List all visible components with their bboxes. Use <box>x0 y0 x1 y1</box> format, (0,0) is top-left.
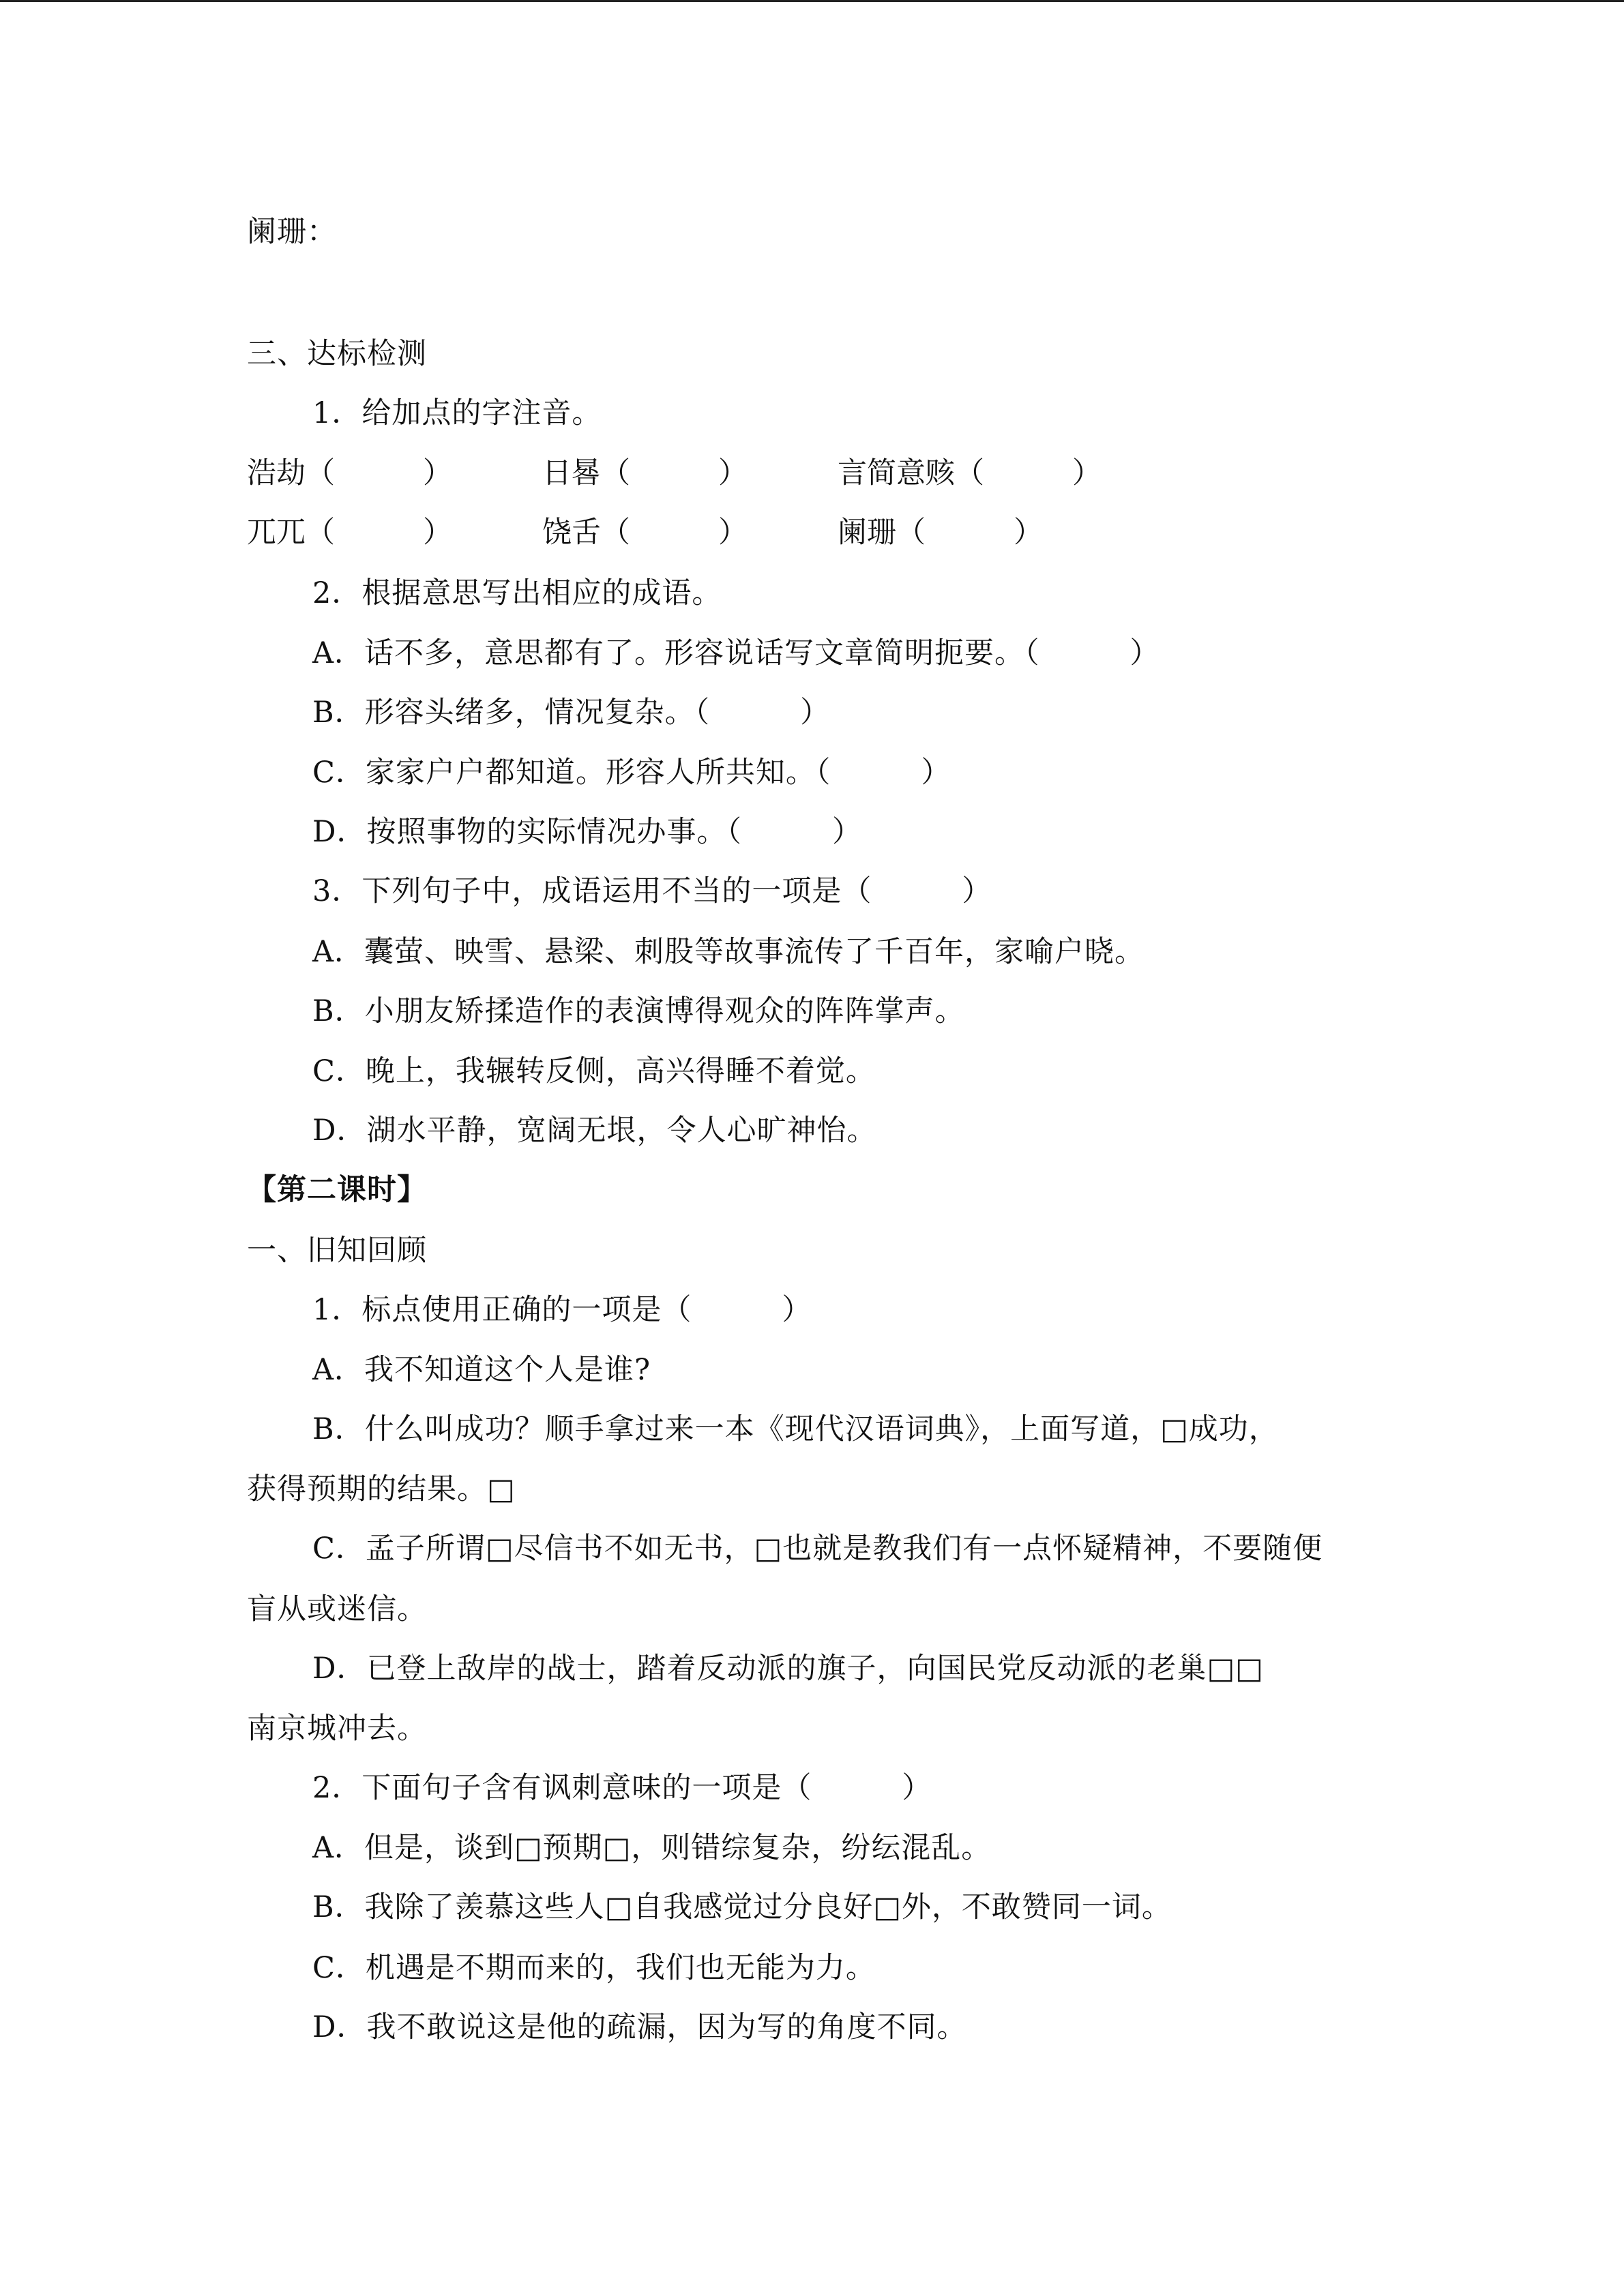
option-line: C．家家户户都知道。形容人所共知。（ ） <box>312 756 951 790</box>
option-line: A．囊萤、映雪、悬梁、刺股等故事流传了千百年，家喻户晓。 <box>312 935 1145 969</box>
option-line-continuation: 盲从或迷信。 <box>247 1592 427 1626</box>
pinyin-item: 日晷（ ） <box>542 456 748 490</box>
section-heading: 三、达标检测 <box>247 337 427 371</box>
option-line: B．小朋友矫揉造作的表演博得观众的阵阵掌声。 <box>312 994 965 1028</box>
option-line-continuation: 南京城冲去。 <box>247 1712 427 1746</box>
question-prompt: 1．标点使用正确的一项是（ ） <box>312 1293 812 1327</box>
pinyin-item: 饶舌（ ） <box>542 516 748 550</box>
question-prompt: 2．根据意思写出相应的成语。 <box>312 576 722 610</box>
section-heading: 一、旧知回顾 <box>247 1234 427 1268</box>
pinyin-item: 兀兀（ ） <box>247 516 452 550</box>
pinyin-item: 浩劫（ ） <box>247 456 452 490</box>
option-line: D．湖水平静，宽阔无垠，令人心旷神怡。 <box>312 1114 877 1148</box>
option-line: D．我不敢说这是他的疏漏，因为写的角度不同。 <box>312 2010 967 2044</box>
pinyin-item: 阑珊（ ） <box>838 516 1043 550</box>
question-prompt: 1．给加点的字注音。 <box>312 396 602 430</box>
option-line: A．话不多，意思都有了。形容说话写文章简明扼要。（ ） <box>312 636 1160 670</box>
question-prompt: 3．下列句子中，成语运用不当的一项是（ ） <box>312 874 992 908</box>
option-line: A．但是，谈到□预期□，则错综复杂，纷纭混乱。 <box>312 1831 992 1865</box>
option-line: B．什么叫成功？顺手拿过来一本《现代汉语词典》，上面写道，□成功， <box>312 1412 1279 1446</box>
lesson-heading: 【第二课时】 <box>247 1173 427 1207</box>
option-line: C．机遇是不期而来的，我们也无能为力。 <box>312 1951 876 1985</box>
option-line: A．我不知道这个人是谁? <box>312 1353 651 1387</box>
pinyin-item: 言简意赅（ ） <box>838 456 1102 490</box>
question-prompt: 2．下面句子含有讽刺意味的一项是（ ） <box>312 1771 932 1805</box>
text-line: 阑珊： <box>247 215 337 249</box>
option-line: B．我除了羡慕这些人□自我感觉过分良好□外，不敢赞同一词。 <box>312 1890 1172 1924</box>
option-line: C．孟子所谓□尽信书不如无书，□也就是教我们有一点怀疑精神，不要随便 <box>312 1532 1323 1566</box>
option-line: D．已登上敌岸的战士，踏着反动派的旗子，向国民党反动派的老巢□□ <box>312 1652 1264 1686</box>
option-line-continuation: 获得预期的结果。□ <box>247 1472 516 1506</box>
option-line: D．按照事物的实际情况办事。（ ） <box>312 815 862 849</box>
option-line: B．形容头绪多，情况复杂。（ ） <box>312 696 831 730</box>
option-line: C．晚上，我辗转反侧，高兴得睡不着觉。 <box>312 1054 876 1088</box>
